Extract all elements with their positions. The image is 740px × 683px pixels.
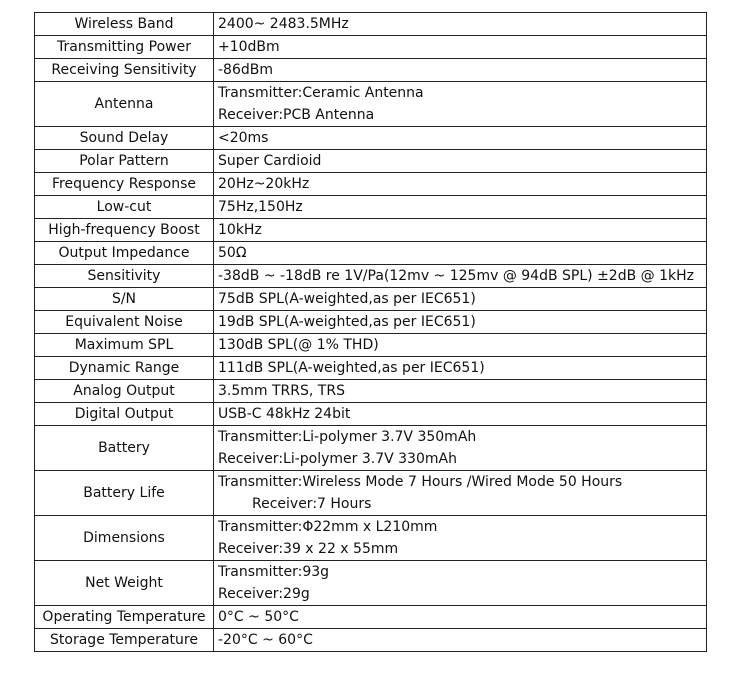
spec-row: [35, 288, 707, 311]
spec-value-line: -20°C ~ 60°C: [218, 632, 313, 648]
spec-parameter: Dynamic Range: [35, 357, 214, 380]
spec-value-line: 50Ω: [218, 245, 247, 261]
spec-value: [214, 288, 707, 311]
spec-value: [214, 561, 707, 606]
spec-value-line: <20ms: [218, 130, 269, 146]
spec-value: [214, 629, 707, 652]
spec-value: [214, 357, 707, 380]
spec-value-line: Transmitter:93g: [218, 564, 330, 580]
spec-row: [35, 380, 707, 403]
spec-row: [35, 265, 707, 288]
spec-row: [35, 219, 707, 242]
spec-row: [35, 196, 707, 219]
spec-value-line: Transmitter:Li-polymer 3.7V 350mAh: [218, 429, 477, 445]
spec-row: [35, 334, 707, 357]
spec-parameter: Sound Delay: [35, 127, 214, 150]
spec-row: [35, 173, 707, 196]
spec-parameter: Low-cut: [35, 196, 214, 219]
spec-value-line: 111dB SPL(A-weighted,as per IEC651): [218, 360, 485, 376]
spec-value: [214, 196, 707, 219]
spec-value: [214, 36, 707, 59]
spec-row: [35, 516, 707, 561]
spec-parameter: Digital Output: [35, 403, 214, 426]
spec-row: [35, 127, 707, 150]
spec-value: [214, 219, 707, 242]
spec-parameter: High-frequency Boost: [35, 219, 214, 242]
spec-row: [35, 82, 707, 127]
spec-value-line: 130dB SPL(@ 1% THD): [218, 337, 379, 353]
spec-parameter: Receiving Sensitivity: [35, 59, 214, 82]
spec-row: [35, 357, 707, 380]
spec-value: [214, 59, 707, 82]
spec-value-line: Receiver:PCB Antenna: [218, 107, 375, 123]
spec-value-line: Receiver:39 x 22 x 55mm: [218, 541, 399, 557]
spec-value-line: -38dB ~ -18dB re 1V/Pa(12mv ~ 125mv @ 94dB SPL) ±2dB @ 1kHz: [218, 268, 694, 284]
spec-parameter: Dimensions: [35, 516, 214, 561]
spec-value: [214, 426, 707, 471]
spec-table-body: [35, 13, 707, 652]
spec-value: [214, 150, 707, 173]
spec-value-line: Receiver:29g: [218, 586, 310, 602]
spec-value: [214, 13, 707, 36]
spec-value: [214, 242, 707, 265]
spec-value: [214, 471, 707, 516]
spec-parameter: Antenna: [35, 82, 214, 127]
spec-value-line: 3.5mm TRRS, TRS: [218, 383, 345, 399]
spec-row: [35, 426, 707, 471]
spec-value: [214, 265, 707, 288]
spec-value-line: 10kHz: [218, 222, 262, 238]
spec-value-line: 19dB SPL(A-weighted,as per IEC651): [218, 314, 476, 330]
spec-value-line: Transmitter:Ceramic Antenna: [218, 85, 424, 101]
spec-row: [35, 629, 707, 652]
spec-parameter: Output Impedance: [35, 242, 214, 265]
spec-parameter: Storage Temperature: [35, 629, 214, 652]
spec-value-line: Super Cardioid: [218, 153, 322, 169]
spec-row: [35, 606, 707, 629]
spec-parameter: Battery: [35, 426, 214, 471]
spec-value: [214, 334, 707, 357]
spec-value-line: -86dBm: [218, 62, 273, 78]
spec-row: [35, 150, 707, 173]
spec-parameter: Transmitting Power: [35, 36, 214, 59]
spec-value-line: Receiver:Li-polymer 3.7V 330mAh: [218, 451, 457, 467]
spec-value-line: Transmitter:Wireless Mode 7 Hours /Wired Mode 50 Hours: [218, 474, 623, 490]
spec-value: [214, 403, 707, 426]
spec-value: [214, 127, 707, 150]
spec-parameter: Sensitivity: [35, 265, 214, 288]
spec-value: [214, 516, 707, 561]
spec-row: [35, 311, 707, 334]
spec-value-line: 0°C ~ 50°C: [218, 609, 299, 625]
spec-value-line: 20Hz~20kHz: [218, 176, 310, 192]
spec-row: [35, 59, 707, 82]
spec-value-line: 75Hz,150Hz: [218, 199, 303, 215]
spec-parameter: Wireless Band: [35, 13, 214, 36]
spec-table: [34, 12, 707, 652]
spec-parameter: S/N: [35, 288, 214, 311]
spec-value-line: +10dBm: [218, 39, 280, 55]
spec-parameter: Net Weight: [35, 561, 214, 606]
spec-value: [214, 82, 707, 127]
spec-parameter: Frequency Response: [35, 173, 214, 196]
spec-value-line: USB-C 48kHz 24bit: [218, 406, 351, 422]
spec-value: [214, 173, 707, 196]
spec-value-line: Receiver:7 Hours: [252, 496, 372, 512]
spec-parameter: Operating Temperature: [35, 606, 214, 629]
spec-value: [214, 606, 707, 629]
spec-parameter: Polar Pattern: [35, 150, 214, 173]
spec-parameter: Analog Output: [35, 380, 214, 403]
spec-row: [35, 471, 707, 516]
spec-parameter: Battery Life: [35, 471, 214, 516]
spec-row: [35, 242, 707, 265]
spec-value-line: 75dB SPL(A-weighted,as per IEC651): [218, 291, 476, 307]
spec-row: [35, 36, 707, 59]
spec-value: [214, 380, 707, 403]
spec-row: [35, 13, 707, 36]
spec-value: [214, 311, 707, 334]
spec-row: [35, 403, 707, 426]
spec-parameter: Maximum SPL: [35, 334, 214, 357]
spec-value-line: 2400~ 2483.5MHz: [218, 16, 349, 32]
spec-parameter: Equivalent Noise: [35, 311, 214, 334]
spec-value-line: Transmitter:Φ22mm x L210mm: [218, 519, 438, 535]
spec-row: [35, 561, 707, 606]
